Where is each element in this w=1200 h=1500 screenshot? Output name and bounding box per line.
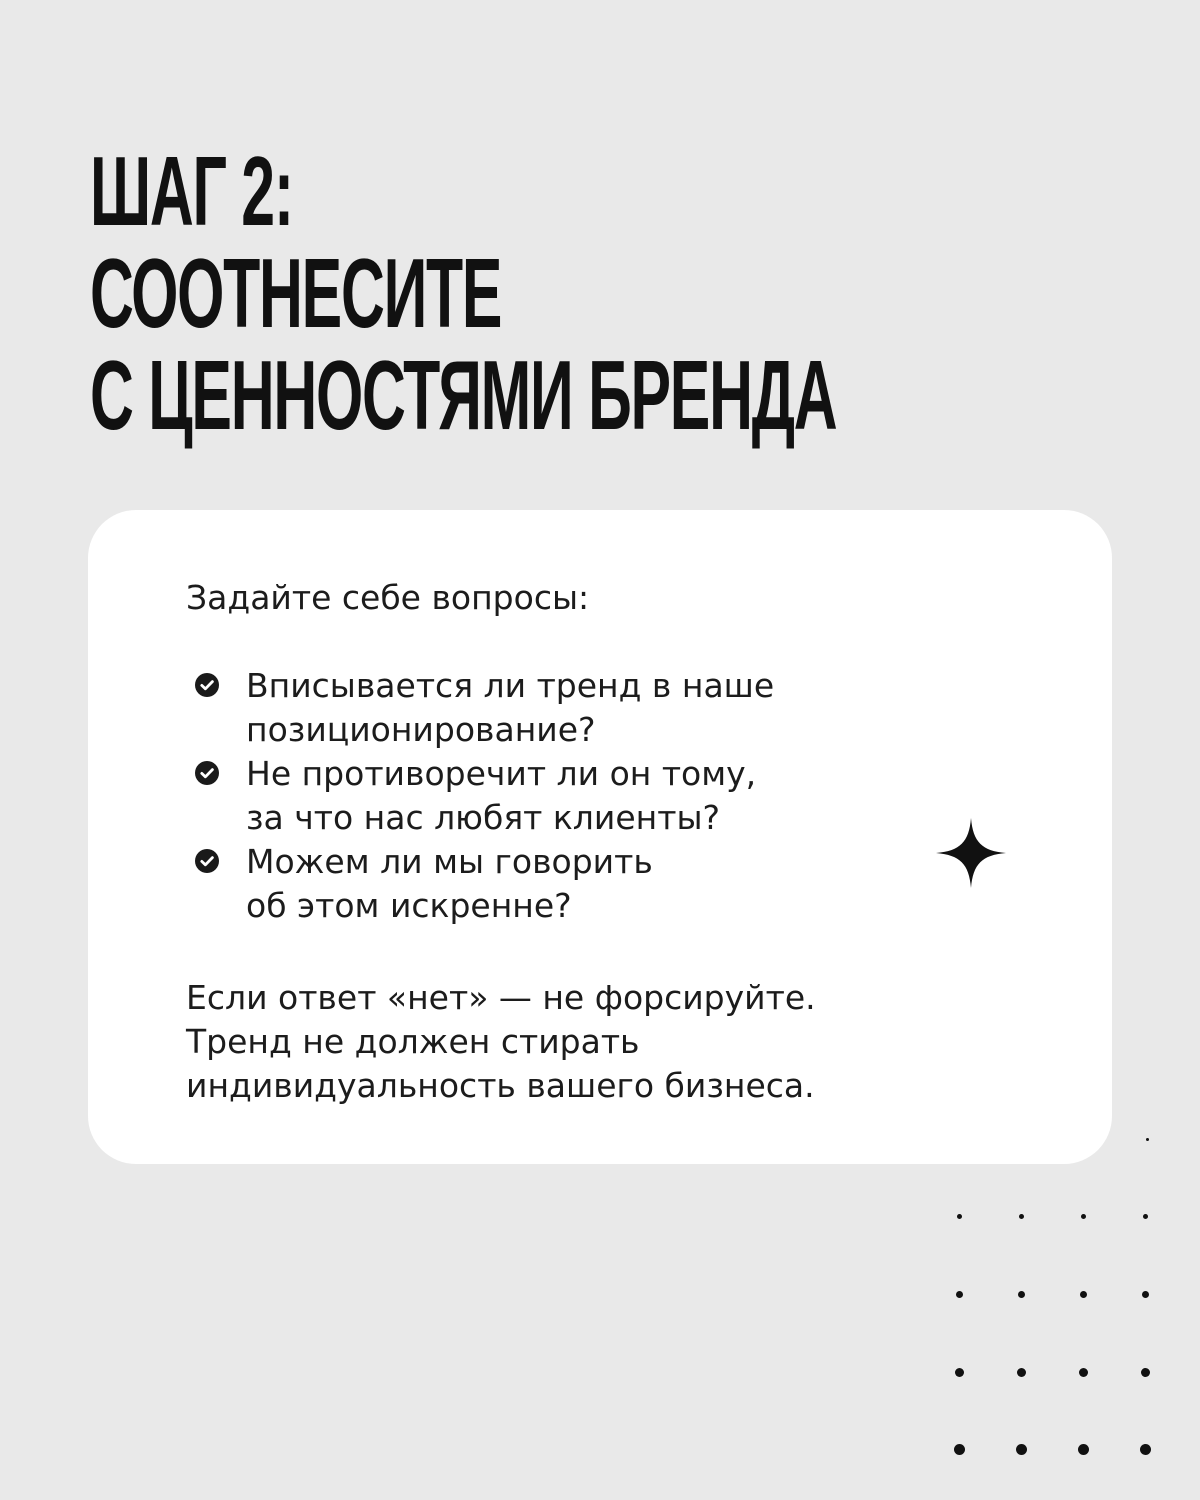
sparkle-icon: [936, 818, 1006, 888]
dot: [1143, 1214, 1148, 1219]
headline-line-3: С ЦЕННОСТЯМИ БРЕНДА: [90, 340, 837, 450]
question-1-line-1: Вписывается ли тренд в наше: [246, 666, 775, 705]
dot: [957, 1214, 962, 1219]
dot: [1078, 1444, 1089, 1455]
question-2-line-1: Не противоречит ли он тому,: [246, 754, 757, 793]
headline-line-1: ШАГ 2:: [90, 136, 293, 246]
question-list: [186, 664, 774, 928]
question-1-line-2: позиционирование?: [246, 710, 596, 749]
dot: [955, 1368, 964, 1377]
question-2-line-2: за что нас любят клиенты?: [246, 798, 721, 837]
question-item-1: [186, 664, 774, 752]
question-item-3: [186, 840, 774, 928]
card-conclusion: [186, 976, 816, 1108]
check-circle-icon: [194, 848, 220, 874]
conclusion-line-3: индивидуальность вашего бизнеса.: [186, 1066, 815, 1105]
card-intro: Задайте себе вопросы:: [186, 578, 590, 617]
check-circle-icon: [194, 760, 220, 786]
conclusion-line-1: Если ответ «нет» — не форсируйте.: [186, 978, 816, 1017]
dot-grid-icon: [930, 1110, 1190, 1490]
headline-line-2: СООТНЕСИТЕ: [90, 238, 502, 348]
question-item-2: [186, 752, 774, 840]
dot: [954, 1444, 965, 1455]
dot: [1016, 1444, 1027, 1455]
dot: [1080, 1291, 1087, 1298]
question-3-line-2: об этом искренне?: [246, 886, 572, 925]
dot: [1018, 1291, 1025, 1298]
headline: [90, 136, 837, 450]
dot: [1142, 1291, 1149, 1298]
dot: [1019, 1214, 1024, 1219]
check-circle-icon: [194, 672, 220, 698]
dot: [1017, 1368, 1026, 1377]
dot: [1146, 1138, 1149, 1141]
dot: [956, 1291, 963, 1298]
question-3-line-1: Можем ли мы говорить: [246, 842, 653, 881]
dot: [1081, 1214, 1086, 1219]
dot: [1140, 1444, 1151, 1455]
conclusion-line-2: Тренд не должен стирать: [186, 1022, 640, 1061]
dot: [1079, 1368, 1088, 1377]
dot: [1141, 1368, 1150, 1377]
